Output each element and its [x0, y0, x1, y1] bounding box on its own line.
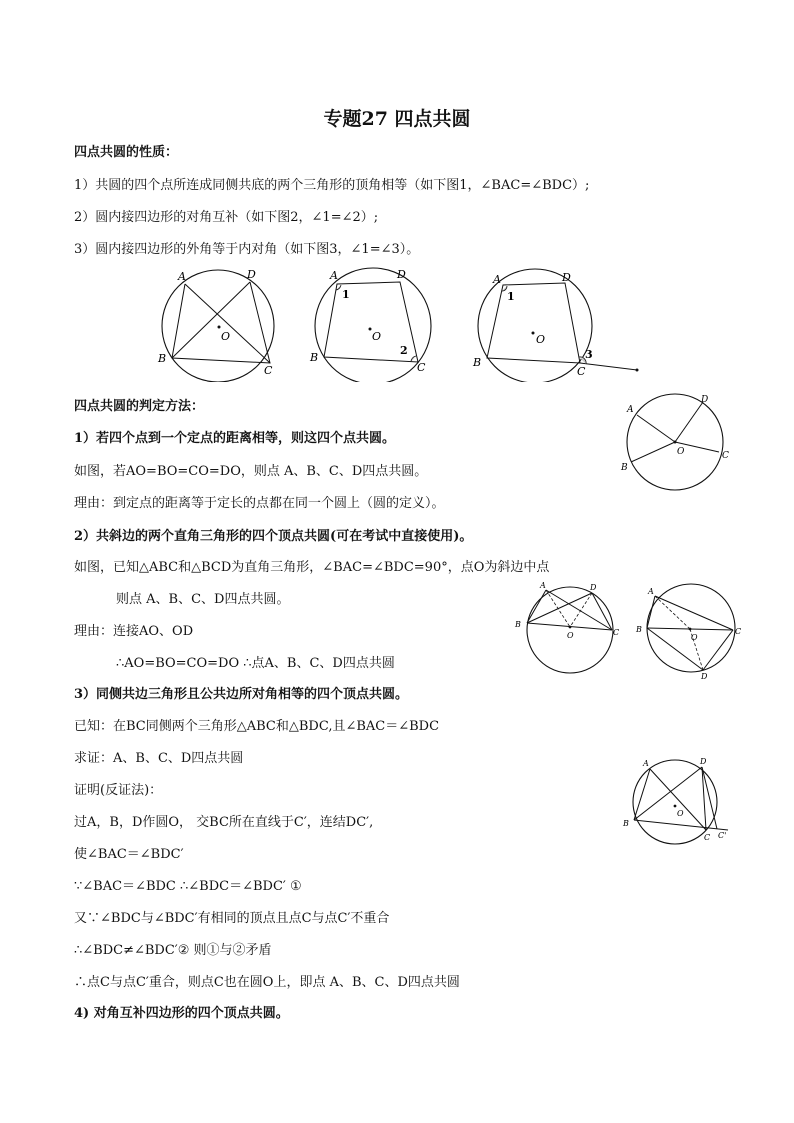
label-d: D: [701, 395, 709, 405]
figure-right-triangles-same-side: [510, 578, 622, 674]
property-2: 2）圆内接四边形的对角互补（如下图2，∠1=∠2）;: [74, 210, 379, 225]
label-o: O: [691, 633, 698, 642]
method-1-title: 1）若四个点到一个定点的距离相等，则这四个点共圆。: [74, 431, 396, 446]
label-b: B: [515, 620, 521, 629]
label-d: D: [562, 271, 571, 284]
method-3-line-7: 又∵∠BDC与∠BDC′有相同的顶点且点C与点C′不重合: [74, 911, 390, 926]
method-3-line-9: ∴点C与点C′重合，则点C也在圆O上，即点 A、B、C、D四点共圆: [74, 975, 460, 990]
method-4-title: 4) 对角互补四边形的四个顶点共圆。: [74, 1006, 289, 1021]
label-d: D: [700, 757, 707, 766]
label-o: O: [677, 809, 684, 818]
label-o: O: [221, 330, 231, 343]
figure-contradiction-proof: [620, 752, 738, 852]
property-3: 3）圆内接四边形的外角等于内对角（如下图3，∠1=∠3）。: [74, 242, 420, 257]
method-1-line-2: 理由：到定点的距离等于定长的点都在同一个圆上（圆的定义）。: [74, 496, 445, 511]
label-d: D: [701, 672, 708, 681]
method-3-line-2: 求证：A、B、C、D四点共圆: [74, 751, 244, 766]
label-a: A: [643, 759, 649, 768]
figure-equidistant-points: [615, 390, 740, 500]
method-3-title: 3）同侧共边三角形且公共边所对角相等的四个顶点共圆。: [74, 687, 409, 702]
label-o: O: [677, 447, 685, 457]
methods-heading: 四点共圆的判定方法：: [74, 399, 205, 414]
label-angle-3: 3: [585, 348, 593, 361]
label-o: O: [372, 330, 382, 343]
label-c: C: [417, 361, 426, 374]
property-1: 1）共圆的四个点所连成同侧共底的两个三角形的顶角相等（如下图1，∠BAC=∠BDC）;: [74, 178, 590, 193]
figure-3-exterior-angle: [465, 262, 645, 382]
label-angle-2: 2: [400, 344, 408, 357]
label-a: A: [330, 269, 338, 282]
method-2-line-4: ∴AO=BO=CO=DO ∴点A、B、C、D四点共圆: [116, 656, 395, 671]
properties-heading: 四点共圆的性质：: [74, 145, 179, 160]
label-angle-1: 1: [507, 290, 515, 303]
method-2-line-3: 理由：连接AO、OD: [74, 624, 194, 639]
label-d: D: [590, 583, 597, 592]
label-b: B: [158, 352, 167, 365]
method-3-line-5: 使∠BAC＝∠BDC′: [74, 847, 184, 862]
figure-2-cyclic-quad: [300, 262, 440, 382]
method-3-line-1: 已知：在BC同侧两个三角形△ABC和△BDC,且∠BAC＝∠BDC: [74, 719, 440, 734]
label-c: C: [264, 364, 273, 377]
label-d: D: [397, 268, 406, 281]
label-d: D: [247, 268, 256, 281]
method-2-line-2: 则点 A、B、C、D四点共圆。: [116, 592, 290, 607]
label-c: C: [735, 627, 742, 636]
label-c: C: [704, 833, 711, 842]
label-a: A: [178, 270, 186, 283]
label-b: B: [621, 463, 628, 473]
label-b: B: [473, 356, 482, 369]
label-o: O: [567, 631, 574, 640]
label-o: O: [536, 333, 546, 346]
label-c: C: [613, 628, 620, 637]
method-3-line-4: 过A，B，D作圆O， 交BC所在直线于C′，连结DC′,: [74, 815, 374, 830]
method-3-line-8: ∴∠BDC≠∠BDC′② 则①与②矛盾: [74, 943, 272, 958]
label-a: A: [648, 587, 654, 596]
label-b: B: [310, 351, 319, 364]
method-2-title: 2）共斜边的两个直角三角形的四个顶点共圆(可在考试中直接使用)。: [74, 529, 473, 544]
page-title: 专题27 四点共圆: [323, 108, 471, 130]
label-b: B: [636, 625, 642, 634]
label-c: C: [722, 451, 729, 461]
label-a: A: [627, 405, 634, 415]
label-a: A: [493, 273, 501, 286]
figure-1-inscribed-angles: [150, 262, 290, 382]
method-3-line-6: ∵∠BAC＝∠BDC ∴∠BDC＝∠BDC′ ①: [74, 879, 302, 894]
label-c-prime: C': [718, 831, 727, 840]
method-2-line-1: 如图，已知△ABC和△BCD为直角三角形，∠BAC=∠BDC=90°，点O为斜边中点: [74, 560, 550, 575]
label-a: A: [540, 581, 546, 590]
label-c: C: [577, 365, 586, 378]
label-b: B: [623, 819, 629, 828]
label-angle-1: 1: [342, 288, 350, 301]
method-3-line-3: 证明(反证法)：: [74, 783, 163, 798]
method-1-line-1: 如图，若AO=BO=CO=DO，则点 A、B、C、D四点共圆。: [74, 464, 428, 479]
figure-right-triangles-opposite-side: [635, 582, 747, 682]
